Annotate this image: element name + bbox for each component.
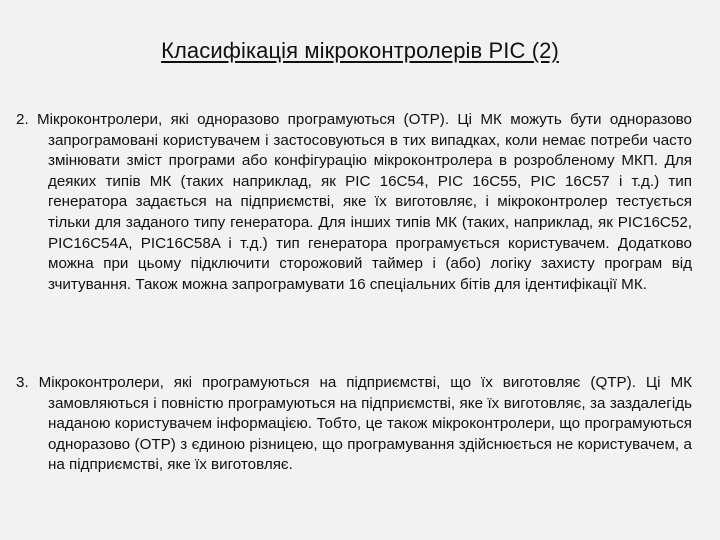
list-item-qtp: 3. Мікроконтролери, які програмуються на підприємстві, що їх виготовляє (QTP). Ці МК замовляються і повністю програмуються на підприємстві, яке їх виготовляє, за заздалегідь наданою користувачем інформацією. Тобто, це також мікроконтролери, що програмуються одноразово (OTP) з єдиною різницею, що програмування здійснюється не користувачем, а на підприємстві, яке їх виготовляє.: [16, 374, 692, 474]
list-item-otp: 2. Мікроконтролери, які одноразово програмуються (OTP). Ці МК можуть бути одноразово запрограмовані користувачем і застосовуються в тих випадках, коли немає потреби часто змінювати зміст програми або конфігурацію мікроконтролера в розробленому МКП. Для деяких типів МК (таких наприклад, як PIC 16C54, PIC 16C55, PIC 16C57 і т.д.) тип генератора задається на підприємстві, яке їх виготовляє, і мікроконтролер тестується тільки для заданого типу генератора. Для інших типів МК (таких, наприклад, як PIC16C52, PIC16C54A, PIC16C58A і т.д.) тип генератора програмується користувачем. Додатково можна при цьому підключити сторожовий таймер і (або) логіку захисту програм від зчитування. Також можна запрограмувати 16 спеціальних бітів для ідентифікації МК.: [16, 111, 692, 293]
slide-title: Класифікація мікроконтролерів PIC (2): [161, 38, 559, 63]
